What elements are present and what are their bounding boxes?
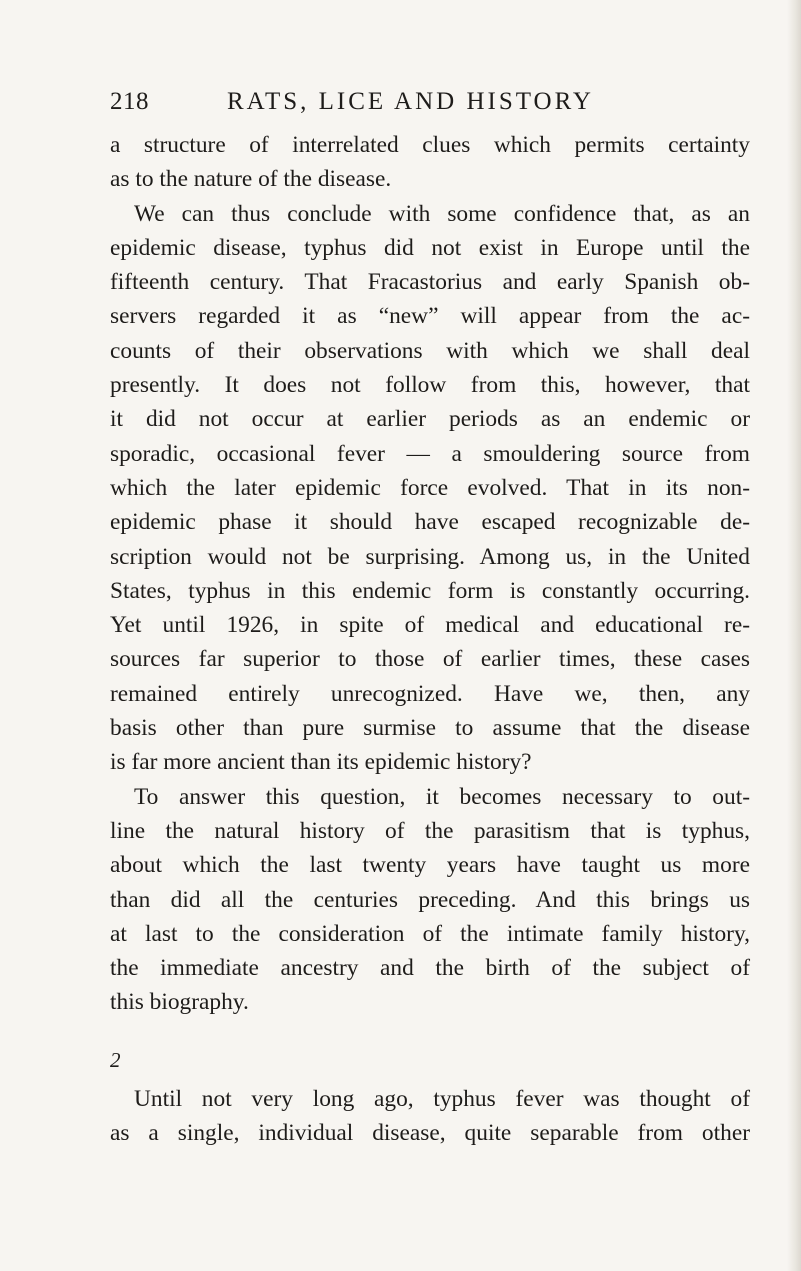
text-line: which the later epidemic force evolved. That in its non- [110, 474, 750, 501]
paragraph-4 [110, 1082, 750, 1151]
text-line: epidemic disease, typhus did not exist in Europe until the [110, 234, 750, 261]
text-line: line the natural history of the parasitism that is typhus, [110, 817, 750, 844]
running-title: RATS, LICE AND HISTORY [227, 88, 594, 115]
text-line: basis other than pure surmise to assume that the disease [110, 715, 750, 742]
text-line: as to the nature of the disease. [110, 166, 392, 193]
text-line: this biography. [110, 989, 249, 1016]
text-line: it did not occur at earlier periods as an endemic or [110, 406, 750, 433]
text-line: sporadic, occasional fever — a smouldering source from [110, 440, 750, 467]
paragraph-1 [110, 128, 750, 197]
text-line: than did all the centuries preceding. And this brings us [110, 886, 750, 913]
running-head [110, 88, 750, 124]
text-line: a structure of interrelated clues which permits certainty [110, 132, 750, 158]
text-line: scription would not be surprising. Among us, in the United [110, 543, 750, 570]
text-line: sources far superior to those of earlier times, these cases [110, 646, 750, 673]
body-text [110, 128, 750, 1150]
text-line: epidemic phase it should have escaped recognizable de- [110, 509, 750, 536]
text-line: We can thus conclude with some confidence that, as an [134, 200, 750, 227]
text-line: is far more ancient than its epidemic history? [110, 749, 532, 776]
text-line: as a single, individual disease, quite separable from other [110, 1120, 750, 1147]
text-line: presently. It does not follow from this, however, that [110, 372, 750, 399]
text-line: fifteenth century. That Fracastorius and early Spanish ob- [110, 269, 750, 296]
page-edge-shadow [787, 0, 801, 1271]
section-number: 2 [110, 1047, 121, 1072]
book-page [110, 88, 750, 1150]
paragraph-3 [110, 780, 750, 1020]
text-line: States, typhus in this endemic form is constantly occurring. [110, 577, 750, 604]
text-line: remained entirely unrecognized. Have we, then, any [110, 680, 750, 707]
text-line: counts of their observations with which we shall deal [110, 337, 750, 364]
text-line: Yet until 1926, in spite of medical and educational re- [110, 612, 750, 639]
text-line: To answer this question, it becomes necessary to out- [134, 783, 750, 810]
text-line: about which the last twenty years have taught us more [110, 852, 750, 879]
page-number: 218 [110, 88, 149, 115]
text-line: servers regarded it as “new” will appear from the ac- [110, 303, 750, 330]
text-line: Until not very long ago, typhus fever was thought of [134, 1085, 750, 1112]
paragraph-2 [110, 197, 750, 780]
text-line: the immediate ancestry and the birth of the subject of [110, 955, 750, 982]
text-line: at last to the consideration of the intimate family history, [110, 920, 750, 947]
